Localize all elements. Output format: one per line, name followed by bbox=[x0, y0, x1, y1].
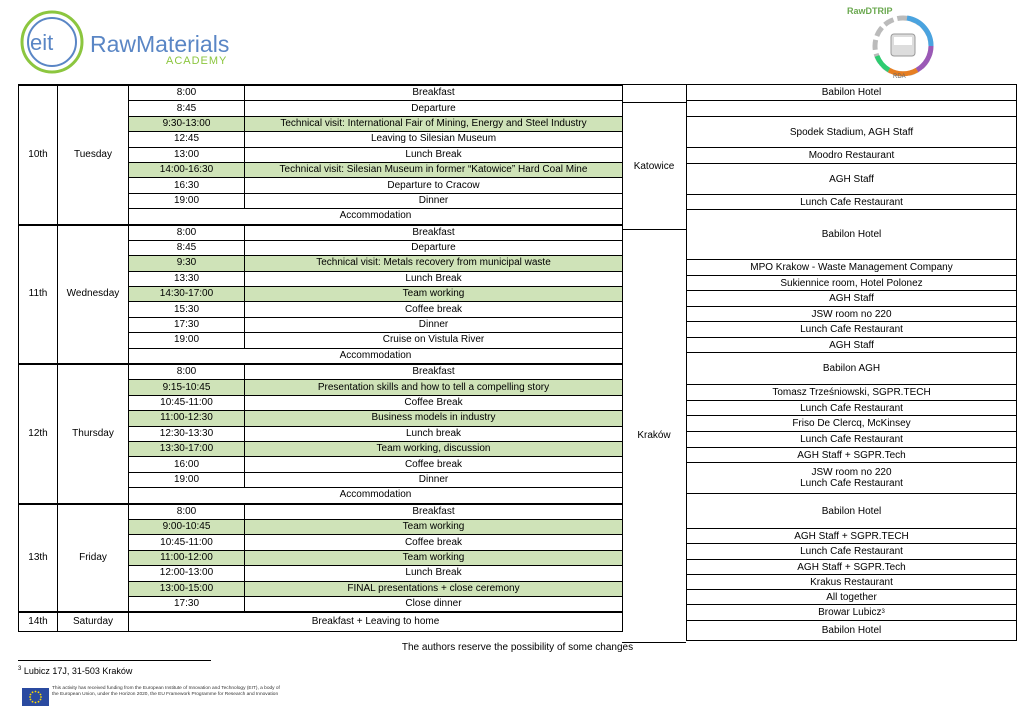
time-cell: 12:00-13:00 bbox=[129, 566, 245, 581]
activity-cell: Leaving to Silesian Museum bbox=[245, 132, 623, 147]
time-cell: 9:30 bbox=[129, 256, 245, 271]
time-cell: 19:00 bbox=[129, 193, 245, 208]
day-weekday: Saturday bbox=[58, 612, 129, 632]
accommodation-cell: Accommodation bbox=[129, 488, 623, 504]
activity-cell: Coffee break bbox=[245, 535, 623, 550]
day-date: 14th bbox=[19, 612, 58, 632]
footnote-mark: 3 bbox=[18, 666, 22, 672]
activity-cell: Dinner bbox=[245, 193, 623, 208]
activity-cell: Lunch Break bbox=[245, 271, 623, 286]
time-cell: 11:00-12:30 bbox=[129, 411, 245, 426]
time-cell: 19:00 bbox=[129, 472, 245, 487]
venue-cell: AGH Staff + SGPR.Tech bbox=[687, 560, 1016, 575]
time-cell: 13:30-17:00 bbox=[129, 441, 245, 456]
venue-line: JSW room no 220 bbox=[811, 467, 892, 478]
venue-cell: Babilon Hotel bbox=[687, 494, 1016, 529]
changes-note: The authors reserve the possibility of some changes bbox=[401, 642, 634, 653]
venue-cell: AGH Staff + SGPR.Tech bbox=[687, 448, 1016, 463]
venue-cell: Babilon Hotel bbox=[821, 624, 882, 636]
schedule-table bbox=[18, 84, 623, 632]
venue-cell: Lunch Cafe Restaurant bbox=[687, 544, 1016, 560]
activity-cell: Presentation skills and how to tell a compelling story bbox=[245, 380, 623, 395]
table-row bbox=[19, 225, 623, 241]
day-weekday: Wednesday bbox=[58, 225, 129, 365]
table-row bbox=[19, 612, 623, 632]
venue-cell: Lunch Cafe Restaurant bbox=[687, 432, 1016, 448]
time-cell: 12:30-13:30 bbox=[129, 426, 245, 441]
table-row bbox=[19, 85, 623, 101]
activity-cell: Team working bbox=[245, 550, 623, 565]
venue-cell: Lunch Cafe Restaurant bbox=[687, 195, 1016, 210]
activity-cell: Lunch break bbox=[245, 426, 623, 441]
day-weekday: Friday bbox=[58, 504, 129, 613]
accommodation-cell: Accommodation bbox=[129, 209, 623, 225]
venue-cell: MPO Krakow - Waste Management Company bbox=[687, 260, 1016, 276]
time-cell: 16:30 bbox=[129, 178, 245, 193]
time-cell: 9:30-13:00 bbox=[129, 116, 245, 131]
venue-cell: Friso De Clercq, McKinsey bbox=[687, 416, 1016, 432]
activity-cell: Breakfast bbox=[245, 504, 623, 520]
time-cell: 14:00-16:30 bbox=[129, 162, 245, 177]
day-date: 12th bbox=[19, 364, 58, 504]
venue-empty-cell bbox=[687, 101, 1016, 117]
time-cell: 11:00-12:00 bbox=[129, 550, 245, 565]
place-katowice: Katowice bbox=[622, 102, 686, 230]
accommodation-cell: Accommodation bbox=[129, 348, 623, 364]
time-cell: 8:00 bbox=[129, 504, 245, 520]
day-date: 11th bbox=[19, 225, 58, 365]
activity-cell: Coffee break bbox=[245, 302, 623, 317]
venue-cell: AGH Staff bbox=[687, 164, 1016, 195]
time-cell: 13:00-15:00 bbox=[129, 581, 245, 596]
venue-cell: Krakus Restaurant bbox=[687, 575, 1016, 590]
time-cell: 8:00 bbox=[129, 364, 245, 380]
table-row bbox=[19, 504, 623, 520]
activity-cell: Departure bbox=[245, 101, 623, 116]
table-row bbox=[19, 364, 623, 380]
activity-cell: Team working bbox=[245, 519, 623, 534]
venue-cell: JSW room no 220 bbox=[687, 307, 1016, 322]
time-cell: 9:15-10:45 bbox=[129, 380, 245, 395]
time-cell: 13:30 bbox=[129, 271, 245, 286]
venue-cell-pair bbox=[687, 463, 1016, 494]
time-cell: 10:45-11:00 bbox=[129, 535, 245, 550]
eit-rawmaterials-logo bbox=[18, 8, 258, 76]
venue-cell: Babilon Hotel bbox=[687, 85, 1016, 101]
venue-cell: Lunch Cafe Restaurant bbox=[687, 401, 1016, 416]
activity-cell: Technical visit: International Fair of Mining, Energy and Steel Industry bbox=[245, 116, 623, 131]
activity-cell: Cruise on Vistula River bbox=[245, 333, 623, 348]
activity-cell: Business models in industry bbox=[245, 411, 623, 426]
activity-cell: Breakfast bbox=[245, 225, 623, 241]
venue-cell: AGH Staff bbox=[687, 291, 1016, 307]
brand-sub: ACADEMY bbox=[166, 55, 228, 67]
rawdtrip-logo bbox=[845, 4, 945, 80]
venue-cell: Lunch Cafe Restaurant bbox=[687, 322, 1016, 338]
activity-cell: Team working bbox=[245, 287, 623, 302]
venue-cell: AGH Staff + SGPR.TECH bbox=[687, 529, 1016, 544]
venue-cell: Sukiennice room, Hotel Polonez bbox=[687, 276, 1016, 291]
time-cell: 13:00 bbox=[129, 147, 245, 162]
venue-cell: AGH Staff bbox=[687, 338, 1016, 353]
footnote bbox=[18, 666, 132, 676]
activity-cell: Breakfast + Leaving to home bbox=[129, 612, 623, 632]
time-cell: 9:00-10:45 bbox=[129, 519, 245, 534]
venue-cell: Babilon Hotel bbox=[687, 210, 1016, 260]
activity-cell: Team working, discussion bbox=[245, 441, 623, 456]
venue-cell-browar bbox=[687, 605, 1016, 621]
activity-cell: Technical visit: Silesian Museum in former “Katowice” Hard Coal Mine bbox=[245, 162, 623, 177]
footnote-divider bbox=[18, 660, 211, 661]
activity-cell: Close dinner bbox=[245, 596, 623, 612]
venue-line: Browar Lubicz bbox=[818, 607, 882, 618]
venue-cell: Moodro Restaurant bbox=[687, 148, 1016, 164]
footnote-ref: 3 bbox=[881, 609, 885, 615]
rawdtrip-letters: RDA bbox=[893, 74, 906, 80]
venue-staff-column bbox=[686, 84, 1017, 641]
venue-cell: All together bbox=[687, 590, 1016, 605]
activity-cell: Departure to Cracow bbox=[245, 178, 623, 193]
activity-cell: Departure bbox=[245, 240, 623, 255]
activity-cell: Breakfast bbox=[245, 85, 623, 101]
day-date: 10th bbox=[19, 85, 58, 225]
activity-cell: FINAL presentations + close ceremony bbox=[245, 581, 623, 596]
venue-line: Lunch Cafe Restaurant bbox=[800, 478, 903, 489]
time-cell: 8:00 bbox=[129, 85, 245, 101]
time-cell: 12:45 bbox=[129, 132, 245, 147]
day-weekday: Thursday bbox=[58, 364, 129, 504]
activity-cell: Lunch Break bbox=[245, 147, 623, 162]
activity-cell: Coffee break bbox=[245, 457, 623, 472]
time-cell: 15:30 bbox=[129, 302, 245, 317]
time-cell: 8:45 bbox=[129, 240, 245, 255]
time-cell: 14:30-17:00 bbox=[129, 287, 245, 302]
time-cell: 16:00 bbox=[129, 457, 245, 472]
time-cell: 8:45 bbox=[129, 101, 245, 116]
rawdtrip-text: RawDTRIP bbox=[847, 6, 893, 16]
time-cell: 17:30 bbox=[129, 596, 245, 612]
time-cell: 17:30 bbox=[129, 317, 245, 332]
activity-cell: Lunch Break bbox=[245, 566, 623, 581]
activity-cell: Dinner bbox=[245, 472, 623, 487]
venue-cell: Babilon AGH bbox=[687, 353, 1016, 385]
eu-flag-icon bbox=[22, 688, 49, 706]
activity-cell: Technical visit: Metals recovery from municipal waste bbox=[245, 256, 623, 271]
footnote-text: Lubicz 17J, 31-503 Kraków bbox=[23, 666, 133, 676]
time-cell: 10:45-11:00 bbox=[129, 395, 245, 410]
activity-cell: Coffee Break bbox=[245, 395, 623, 410]
place-column bbox=[622, 84, 686, 643]
activity-cell: Breakfast bbox=[245, 364, 623, 380]
venue-cell: Tomasz Trześniowski, SGPR.TECH bbox=[687, 385, 1016, 401]
day-weekday: Tuesday bbox=[58, 85, 129, 225]
time-cell: 8:00 bbox=[129, 225, 245, 241]
eit-text: eit bbox=[30, 30, 54, 55]
eu-funding-text: This activity has received funding from the European Institute of Innovation and Technology (EIT), a body of the European Union, under the Horizon 2020, the EU Framework Programme for Research and Innovation bbox=[52, 686, 280, 697]
venue-cell: Spodek Stadium, AGH Staff bbox=[687, 117, 1016, 148]
time-cell: 19:00 bbox=[129, 333, 245, 348]
brand-name: RawMaterials bbox=[90, 31, 230, 57]
place-krakow: Kraków bbox=[637, 429, 671, 441]
day-date: 13th bbox=[19, 504, 58, 613]
activity-cell: Dinner bbox=[245, 317, 623, 332]
